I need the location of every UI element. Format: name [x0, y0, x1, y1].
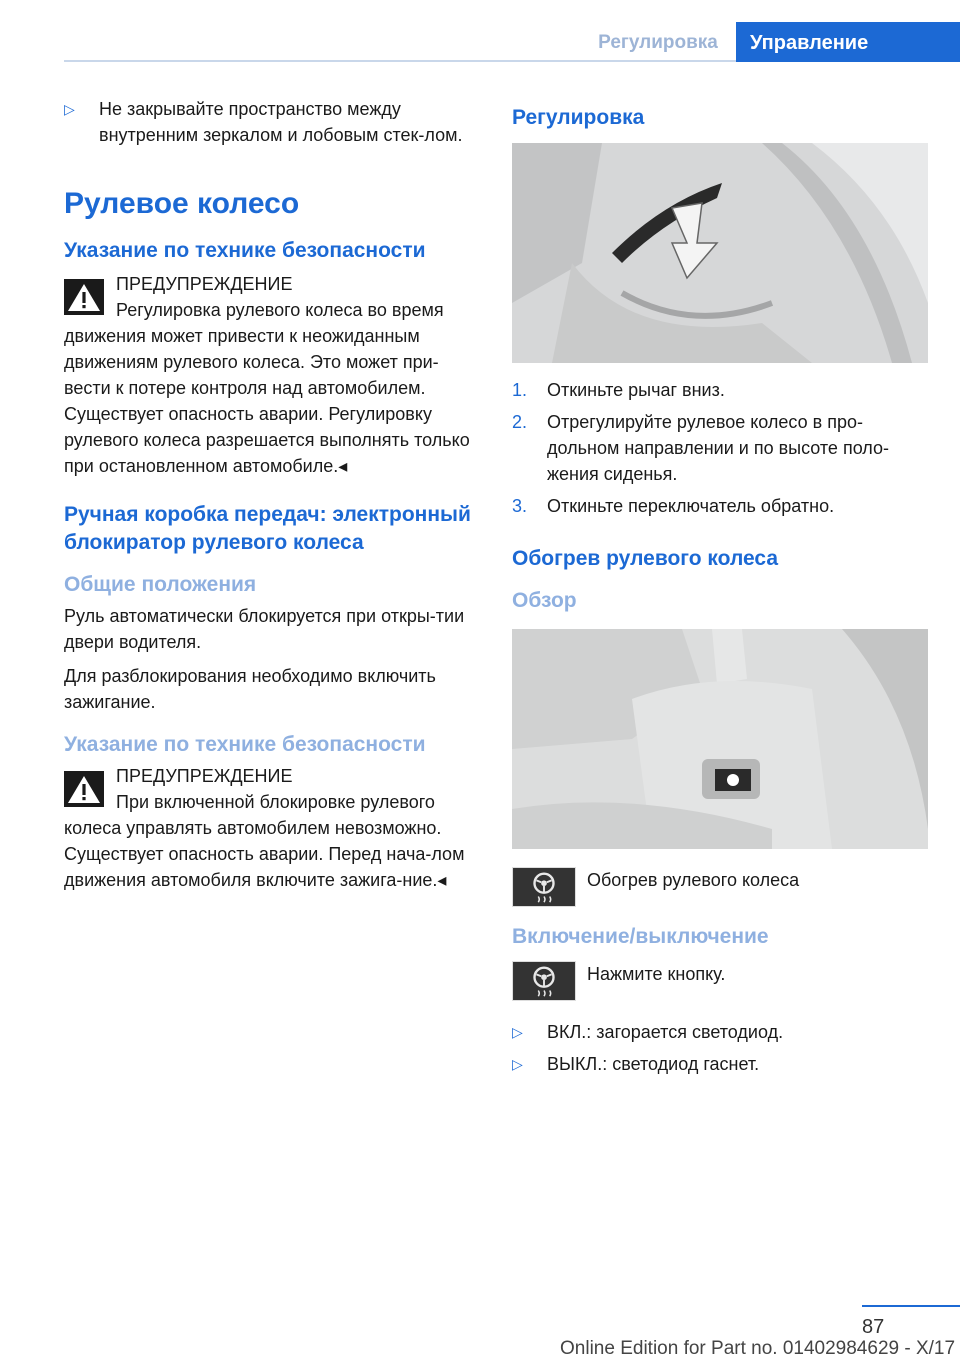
step-text: Откиньте переключатель обратно.	[547, 496, 835, 516]
list-item	[512, 1051, 928, 1077]
list-item-text: Не закрывайте пространство между внутренним зеркалом и лобовым стек-лом.	[99, 99, 463, 145]
list-item-text: ВЫКЛ.: светодиод гаснет.	[547, 1054, 760, 1074]
header-section[interactable]: Регулировка	[598, 32, 718, 53]
footer-rule	[862, 1305, 960, 1307]
triangle-bullet-icon: ▷	[512, 1024, 523, 1040]
paragraph: Руль автоматически блокируется при откры-тии двери водителя.	[64, 606, 465, 652]
warning-label: ПРЕДУПРЕЖДЕНИЕ	[116, 274, 293, 294]
section-heading: Ручная коробка передач: электронный блокиратор рулевого колеса	[64, 503, 471, 554]
icon-instruction-row	[512, 961, 928, 1005]
list-item	[64, 96, 480, 148]
steering-heat-icon	[512, 867, 576, 907]
chapter-title: Рулевое колесо	[64, 187, 300, 220]
step-number: 2.	[512, 412, 528, 432]
heating-button-illustration	[512, 629, 928, 849]
warning-text: Регулировка рулевого колеса во время движения может привести к неожиданным движениям рулевого колеса. Это может при-вести к потере контроля над автомобилем. Существует опасность аварии. Регулировку рулевого колеса разрешается выполнять только при остановленном автомобиле.◂	[64, 300, 470, 476]
header-chapter[interactable]: Управление	[736, 22, 960, 62]
section-heading: Обогрев рулевого колеса	[512, 547, 779, 570]
section-heading: Регулировка	[512, 106, 645, 129]
step-text: Отрегулируйте рулевое колесо в про-дольном направлении и по высоте поло-жения сиденья.	[547, 412, 890, 484]
step-number: 1.	[512, 380, 528, 400]
edition-note: Online Edition for Part no. 01402984629 - X/17	[560, 1338, 956, 1359]
step-item	[512, 409, 928, 487]
warning-text: При включенной блокировке рулевого колеса управлять автомобилем невозможно. Существует опасность аварии. Перед нача-лом движения автомобиля включите зажига-ние.◂	[64, 792, 465, 890]
safety-heading: Указание по технике безопасности	[64, 733, 426, 756]
warning-block	[64, 271, 480, 479]
step-text: Откиньте рычаг вниз.	[547, 380, 725, 400]
warning-icon	[64, 771, 104, 807]
subsection-heading: Общие положения	[64, 573, 257, 596]
triangle-bullet-icon: ▷	[64, 101, 75, 117]
steering-lever-photo	[512, 143, 928, 363]
subsection-heading: Включение/выключение	[512, 925, 769, 948]
step-item	[512, 493, 928, 519]
right-column	[512, 96, 928, 1077]
page-number: 87	[862, 1316, 885, 1338]
warning-label: ПРЕДУПРЕЖДЕНИЕ	[116, 766, 293, 786]
safety-heading: Указание по технике безопасности	[64, 239, 426, 262]
instruction-text: Нажмите кнопку.	[587, 964, 726, 984]
icon-caption: Обогрев рулевого колеса	[587, 870, 800, 890]
steering-lever-illustration	[512, 143, 928, 363]
subsection-heading: Обзор	[512, 589, 577, 612]
list-item	[512, 1019, 928, 1045]
icon-caption-row	[512, 867, 928, 911]
warning-block	[64, 763, 480, 893]
left-column	[64, 96, 480, 893]
steering-heat-icon	[512, 961, 576, 1001]
step-item	[512, 377, 928, 403]
step-number: 3.	[512, 496, 528, 516]
warning-icon	[64, 279, 104, 315]
paragraph: Для разблокирования необходимо включить зажигание.	[64, 666, 436, 712]
heating-button-photo	[512, 629, 928, 849]
list-item-text: ВКЛ.: загорается светодиод.	[547, 1022, 784, 1042]
triangle-bullet-icon: ▷	[512, 1056, 523, 1072]
steps-list	[512, 377, 928, 519]
